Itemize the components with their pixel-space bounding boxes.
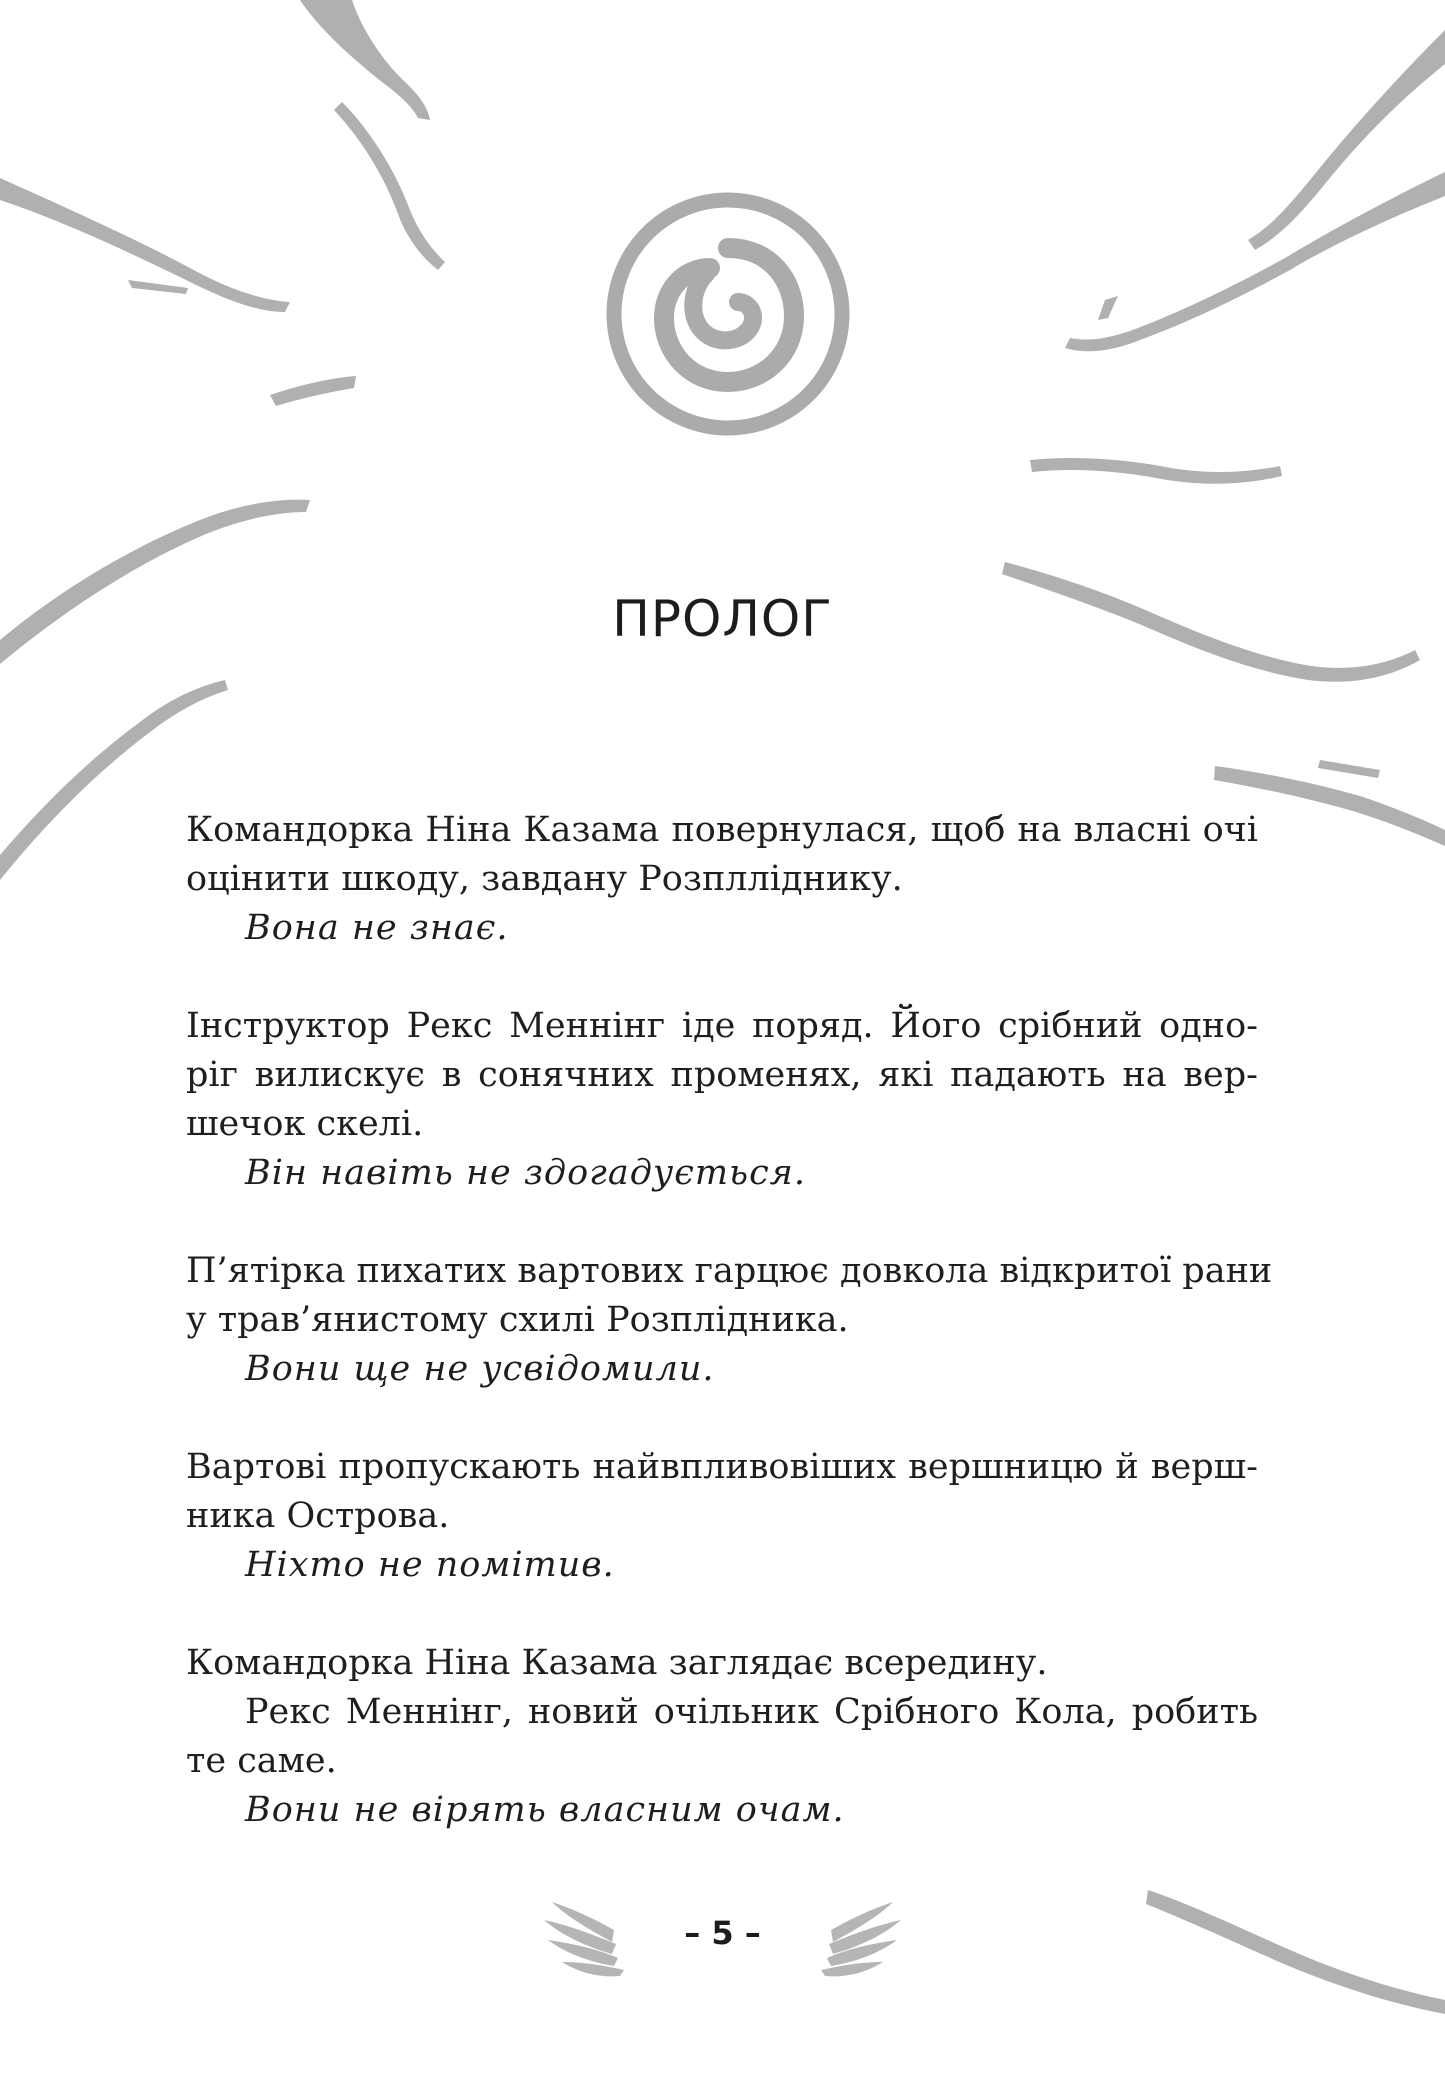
paragraph	[186, 806, 1258, 953]
crack-stroke	[270, 376, 356, 406]
crack-stroke	[334, 102, 445, 270]
text-line: шечок скелі.	[186, 1104, 424, 1144]
italic-line: Вони ще не усвідомили.	[245, 1349, 715, 1389]
spiral-emblem-icon	[614, 200, 842, 428]
text-line: ріг вилискує в сонячних променях, які падають на вер-	[186, 1055, 1258, 1095]
paragraph	[186, 1247, 1273, 1394]
paragraph	[186, 1639, 1258, 1835]
italic-line: Вони не вірять власним очам.	[245, 1790, 845, 1830]
crack-stroke	[0, 178, 290, 312]
italic-line: Він навіть не здогадується.	[245, 1153, 806, 1193]
text-line: ника Острова.	[186, 1496, 450, 1536]
text-line: Командорка Ніна Казама заглядає всередину.	[186, 1643, 1048, 1683]
text-line: Вартові пропускають найвпливовіших вершницю й верш-	[186, 1447, 1258, 1487]
crack-stroke	[300, 0, 430, 120]
text-line: те саме.	[186, 1741, 337, 1781]
crack-stroke	[1030, 458, 1282, 484]
paragraph	[186, 1443, 1258, 1590]
text-line: Інструктор Рекс Меннінг іде поряд. Його срібний одно-	[186, 1006, 1258, 1046]
chapter-title: ПРОЛОГ	[612, 590, 833, 648]
crack-stroke	[1318, 760, 1380, 778]
crack-stroke	[1065, 172, 1445, 351]
italic-line: Ніхто не помітив.	[245, 1545, 615, 1585]
text-line: Рекс Меннінг, новий очільник Срібного Кола, робить	[245, 1692, 1258, 1732]
text-line: П’ятірка пихатих вартових гарцює довкола відкритої рани	[186, 1251, 1273, 1291]
crack-stroke	[1146, 1890, 1445, 2014]
prologue-text	[186, 806, 1273, 1884]
paragraph	[186, 1002, 1258, 1198]
text-line: оцінити шкоду, завдану Розплліднику.	[186, 859, 903, 899]
crack-stroke	[1098, 296, 1118, 320]
italic-line: Вона не знає.	[245, 908, 509, 948]
text-line: у трав’янистому схилі Розплідника.	[186, 1300, 849, 1340]
text-line: Командорка Ніна Казама повернулася, щоб на власні очі	[186, 810, 1258, 850]
page-number: – 5 –	[684, 1914, 761, 1952]
crack-stroke	[1248, 30, 1445, 250]
crack-stroke	[128, 280, 188, 294]
